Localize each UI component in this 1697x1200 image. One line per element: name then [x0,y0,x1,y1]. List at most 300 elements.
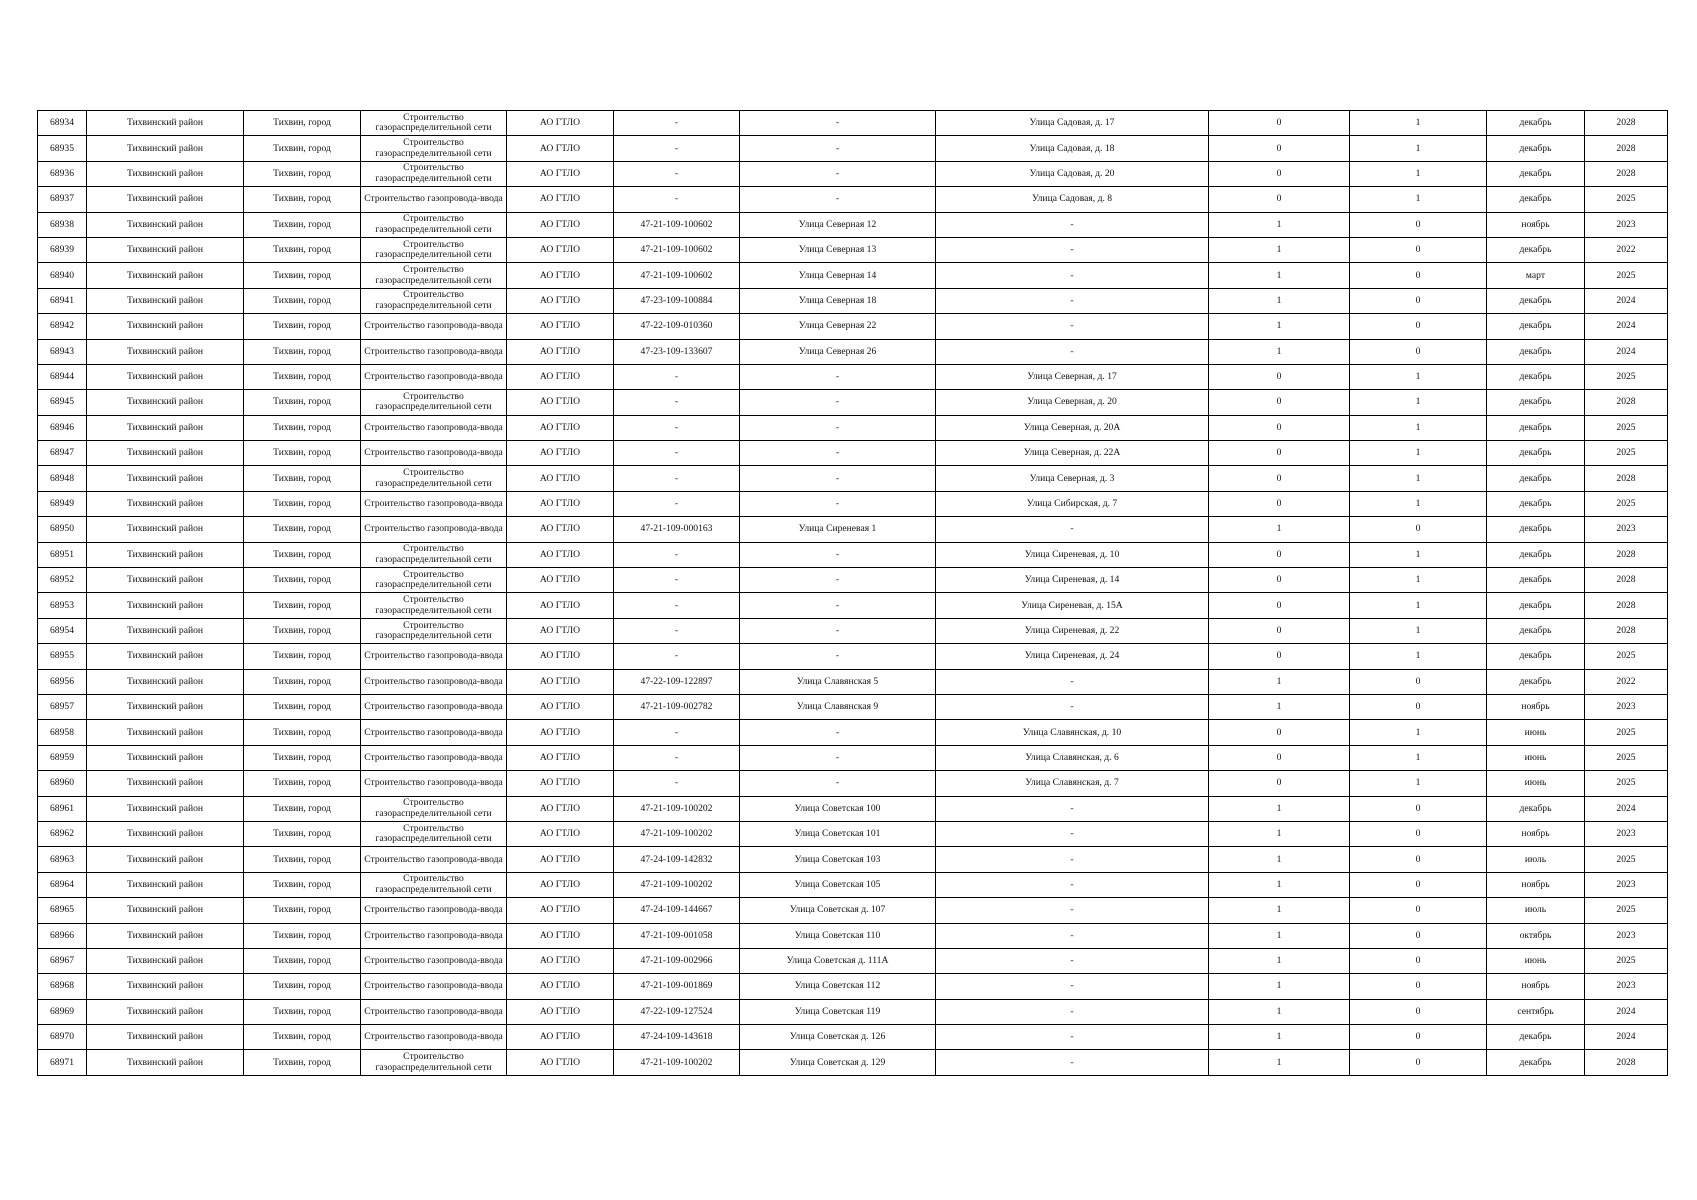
cell-count-existing: 1 [1209,212,1350,237]
cell-month: декабрь [1487,187,1585,212]
cell-address-planned: Улица Северная, д. 20 [936,390,1209,415]
cell-work-type: Строительство газопровода-ввода [361,669,507,694]
cell-count-planned: 0 [1350,898,1487,923]
cell-address-existing: Улица Советская 101 [740,821,936,846]
cell-settlement: Тихвин, город [244,161,361,186]
cell-count-planned: 1 [1350,415,1487,440]
cell-month: декабрь [1487,568,1585,593]
cell-count-planned: 1 [1350,364,1487,389]
cell-settlement: Тихвин, город [244,415,361,440]
cell-district: Тихвинский район [87,999,244,1024]
cell-count-existing: 1 [1209,1025,1350,1050]
cell-count-existing: 1 [1209,999,1350,1024]
cell-count-existing: 0 [1209,466,1350,491]
cell-count-existing: 0 [1209,542,1350,567]
cell-district: Тихвинский район [87,1050,244,1075]
cell-settlement: Тихвин, город [244,745,361,770]
cell-month: июль [1487,898,1585,923]
cell-count-existing: 1 [1209,1050,1350,1075]
cell-count-planned: 1 [1350,618,1487,643]
cell-district: Тихвинский район [87,491,244,516]
cell-object-code: - [614,720,740,745]
cell-settlement: Тихвин, город [244,923,361,948]
cell-count-planned: 1 [1350,644,1487,669]
cell-year: 2025 [1585,720,1668,745]
cell-settlement: Тихвин, город [244,390,361,415]
cell-organization: АО ГТЛО [507,364,614,389]
cell-work-type: Строительство газопровода-ввода [361,974,507,999]
cell-month: декабрь [1487,618,1585,643]
cell-district: Тихвинский район [87,669,244,694]
cell-organization: АО ГТЛО [507,161,614,186]
cell-row-number: 68935 [38,136,87,161]
cell-object-code: - [614,161,740,186]
cell-object-code: - [614,745,740,770]
cell-organization: АО ГТЛО [507,948,614,973]
cell-count-planned: 1 [1350,136,1487,161]
table-row [38,415,1668,440]
cell-settlement: Тихвин, город [244,618,361,643]
cell-address-planned: - [936,263,1209,288]
cell-settlement: Тихвин, город [244,212,361,237]
table-row [38,161,1668,186]
cell-row-number: 68955 [38,644,87,669]
cell-row-number: 68969 [38,999,87,1024]
cell-object-code: 47-24-109-143618 [614,1025,740,1050]
cell-count-planned: 0 [1350,847,1487,872]
cell-address-existing: Улица Славянская 5 [740,669,936,694]
cell-year: 2023 [1585,821,1668,846]
cell-year: 2025 [1585,948,1668,973]
cell-address-existing: Улица Северная 13 [740,237,936,262]
cell-year: 2025 [1585,847,1668,872]
cell-count-planned: 1 [1350,111,1487,136]
cell-address-existing: Улица Советская 110 [740,923,936,948]
cell-count-planned: 1 [1350,745,1487,770]
cell-row-number: 68958 [38,720,87,745]
cell-month: март [1487,263,1585,288]
cell-year: 2024 [1585,314,1668,339]
cell-row-number: 68936 [38,161,87,186]
cell-count-existing: 1 [1209,694,1350,719]
cell-district: Тихвинский район [87,948,244,973]
cell-address-planned: - [936,923,1209,948]
cell-month: июнь [1487,720,1585,745]
cell-month: ноябрь [1487,872,1585,897]
cell-work-type: Строительство газопровода-ввода [361,898,507,923]
cell-year: 2025 [1585,187,1668,212]
cell-year: 2025 [1585,364,1668,389]
cell-organization: АО ГТЛО [507,999,614,1024]
cell-object-code: 47-21-109-100602 [614,237,740,262]
cell-year: 2023 [1585,694,1668,719]
cell-month: ноябрь [1487,694,1585,719]
cell-work-type: Строительство газораспределительной сети [361,618,507,643]
cell-year: 2025 [1585,771,1668,796]
cell-organization: АО ГТЛО [507,593,614,618]
cell-district: Тихвинский район [87,466,244,491]
cell-year: 2023 [1585,517,1668,542]
cell-count-existing: 0 [1209,187,1350,212]
cell-address-planned: Улица Северная, д. 22А [936,441,1209,466]
cell-organization: АО ГТЛО [507,237,614,262]
cell-address-planned: - [936,847,1209,872]
cell-row-number: 68962 [38,821,87,846]
cell-organization: АО ГТЛО [507,847,614,872]
cell-organization: АО ГТЛО [507,644,614,669]
table-row [38,872,1668,897]
cell-district: Тихвинский район [87,568,244,593]
cell-address-existing: Улица Северная 26 [740,339,936,364]
cell-month: июнь [1487,948,1585,973]
cell-organization: АО ГТЛО [507,111,614,136]
cell-organization: АО ГТЛО [507,898,614,923]
cell-settlement: Тихвин, город [244,1025,361,1050]
cell-organization: АО ГТЛО [507,1025,614,1050]
cell-count-existing: 0 [1209,491,1350,516]
cell-work-type: Строительство газопровода-ввода [361,771,507,796]
cell-row-number: 68945 [38,390,87,415]
cell-district: Тихвинский район [87,161,244,186]
cell-organization: АО ГТЛО [507,441,614,466]
cell-object-code: - [614,644,740,669]
cell-district: Тихвинский район [87,821,244,846]
cell-work-type: Строительство газопровода-ввода [361,415,507,440]
cell-object-code: 47-22-109-127524 [614,999,740,1024]
cell-settlement: Тихвин, город [244,593,361,618]
table-row [38,517,1668,542]
cell-work-type: Строительство газораспределительной сети [361,872,507,897]
table-row [38,1050,1668,1075]
cell-row-number: 68941 [38,288,87,313]
cell-address-planned: Улица Северная, д. 3 [936,466,1209,491]
cell-organization: АО ГТЛО [507,568,614,593]
cell-month: декабрь [1487,161,1585,186]
cell-address-existing: Улица Советская 100 [740,796,936,821]
cell-address-planned: Улица Сибирская, д. 7 [936,491,1209,516]
table-row [38,390,1668,415]
cell-district: Тихвинский район [87,237,244,262]
cell-count-planned: 1 [1350,542,1487,567]
cell-year: 2023 [1585,872,1668,897]
cell-work-type: Строительство газопровода-ввода [361,847,507,872]
cell-object-code: 47-23-109-100884 [614,288,740,313]
cell-address-planned: - [936,999,1209,1024]
cell-month: ноябрь [1487,974,1585,999]
cell-work-type: Строительство газопровода-ввода [361,923,507,948]
cell-object-code: 47-23-109-133607 [614,339,740,364]
table-row [38,339,1668,364]
table-row [38,745,1668,770]
cell-row-number: 68963 [38,847,87,872]
cell-work-type: Строительство газопровода-ввода [361,187,507,212]
cell-settlement: Тихвин, город [244,466,361,491]
cell-address-planned: Улица Садовая, д. 17 [936,111,1209,136]
table-row [38,593,1668,618]
data-table [37,110,1668,1076]
table-row [38,821,1668,846]
cell-count-existing: 1 [1209,339,1350,364]
cell-work-type: Строительство газораспределительной сети [361,237,507,262]
cell-address-existing: Улица Советская 112 [740,974,936,999]
cell-count-existing: 0 [1209,745,1350,770]
cell-district: Тихвинский район [87,111,244,136]
cell-address-planned: - [936,669,1209,694]
cell-count-planned: 0 [1350,237,1487,262]
cell-work-type: Строительство газопровода-ввода [361,364,507,389]
cell-month: декабрь [1487,796,1585,821]
cell-settlement: Тихвин, город [244,263,361,288]
table-row [38,111,1668,136]
cell-work-type: Строительство газопровода-ввода [361,517,507,542]
cell-settlement: Тихвин, город [244,288,361,313]
cell-count-planned: 0 [1350,1050,1487,1075]
cell-count-planned: 0 [1350,796,1487,821]
cell-count-existing: 0 [1209,644,1350,669]
cell-organization: АО ГТЛО [507,466,614,491]
cell-address-existing: - [740,390,936,415]
table-row [38,491,1668,516]
cell-address-existing: - [740,441,936,466]
cell-count-existing: 1 [1209,821,1350,846]
table-row [38,974,1668,999]
cell-year: 2028 [1585,542,1668,567]
cell-month: ноябрь [1487,821,1585,846]
cell-count-planned: 1 [1350,390,1487,415]
cell-district: Тихвинский район [87,187,244,212]
cell-count-existing: 1 [1209,288,1350,313]
cell-year: 2025 [1585,263,1668,288]
cell-settlement: Тихвин, город [244,542,361,567]
cell-year: 2028 [1585,593,1668,618]
cell-address-existing: Улица Северная 12 [740,212,936,237]
cell-work-type: Строительство газораспределительной сети [361,1050,507,1075]
cell-year: 2024 [1585,999,1668,1024]
cell-settlement: Тихвин, город [244,491,361,516]
cell-month: декабрь [1487,542,1585,567]
table-row [38,466,1668,491]
cell-row-number: 68953 [38,593,87,618]
cell-count-existing: 1 [1209,314,1350,339]
cell-address-existing: Улица Советская д. 111А [740,948,936,973]
cell-year: 2022 [1585,237,1668,262]
cell-year: 2023 [1585,974,1668,999]
cell-address-planned: Улица Северная, д. 20А [936,415,1209,440]
cell-row-number: 68961 [38,796,87,821]
table-body [38,111,1668,1076]
cell-row-number: 68960 [38,771,87,796]
cell-month: декабрь [1487,1025,1585,1050]
cell-address-existing: - [740,593,936,618]
cell-organization: АО ГТЛО [507,923,614,948]
cell-organization: АО ГТЛО [507,415,614,440]
cell-district: Тихвинский район [87,923,244,948]
table-row [38,568,1668,593]
cell-count-existing: 1 [1209,263,1350,288]
cell-organization: АО ГТЛО [507,517,614,542]
cell-district: Тихвинский район [87,898,244,923]
table-row [38,923,1668,948]
cell-district: Тихвинский район [87,390,244,415]
cell-row-number: 68968 [38,974,87,999]
cell-district: Тихвинский район [87,872,244,897]
cell-organization: АО ГТЛО [507,796,614,821]
cell-organization: АО ГТЛО [507,288,614,313]
cell-settlement: Тихвин, город [244,720,361,745]
cell-settlement: Тихвин, город [244,771,361,796]
cell-settlement: Тихвин, город [244,796,361,821]
cell-address-planned: - [936,694,1209,719]
cell-object-code: - [614,111,740,136]
cell-object-code: 47-21-109-001869 [614,974,740,999]
cell-district: Тихвинский район [87,1025,244,1050]
cell-month: декабрь [1487,237,1585,262]
cell-organization: АО ГТЛО [507,618,614,643]
cell-district: Тихвинский район [87,644,244,669]
cell-object-code: 47-21-109-100602 [614,212,740,237]
cell-work-type: Строительство газораспределительной сети [361,821,507,846]
cell-year: 2025 [1585,898,1668,923]
cell-count-planned: 1 [1350,491,1487,516]
cell-year: 2023 [1585,923,1668,948]
cell-address-existing: Улица Советская 105 [740,872,936,897]
cell-count-planned: 0 [1350,339,1487,364]
cell-row-number: 68948 [38,466,87,491]
cell-work-type: Строительство газораспределительной сети [361,111,507,136]
cell-object-code: 47-21-109-100202 [614,872,740,897]
cell-organization: АО ГТЛО [507,669,614,694]
cell-row-number: 68938 [38,212,87,237]
cell-row-number: 68950 [38,517,87,542]
cell-settlement: Тихвин, город [244,644,361,669]
cell-address-existing: - [740,745,936,770]
cell-row-number: 68940 [38,263,87,288]
cell-count-existing: 1 [1209,974,1350,999]
cell-address-planned: Улица Садовая, д. 20 [936,161,1209,186]
cell-count-existing: 0 [1209,720,1350,745]
cell-work-type: Строительство газораспределительной сети [361,542,507,567]
cell-address-planned: - [936,948,1209,973]
cell-count-existing: 0 [1209,364,1350,389]
cell-object-code: 47-21-109-100602 [614,263,740,288]
cell-address-existing: Улица Советская д. 126 [740,1025,936,1050]
cell-year: 2022 [1585,669,1668,694]
cell-organization: АО ГТЛО [507,542,614,567]
table-row [38,441,1668,466]
cell-settlement: Тихвин, город [244,568,361,593]
cell-year: 2028 [1585,161,1668,186]
cell-count-planned: 0 [1350,872,1487,897]
cell-year: 2028 [1585,390,1668,415]
cell-work-type: Строительство газопровода-ввода [361,999,507,1024]
cell-settlement: Тихвин, город [244,237,361,262]
cell-address-planned: - [936,1050,1209,1075]
cell-work-type: Строительство газораспределительной сети [361,161,507,186]
cell-object-code: 47-21-109-100202 [614,796,740,821]
cell-object-code: - [614,618,740,643]
cell-work-type: Строительство газопровода-ввода [361,694,507,719]
cell-count-planned: 0 [1350,821,1487,846]
cell-address-planned: Улица Славянская, д. 10 [936,720,1209,745]
cell-row-number: 68966 [38,923,87,948]
cell-object-code: - [614,466,740,491]
cell-count-planned: 0 [1350,694,1487,719]
cell-work-type: Строительство газораспределительной сети [361,263,507,288]
cell-address-planned: - [936,872,1209,897]
cell-organization: АО ГТЛО [507,263,614,288]
cell-row-number: 68939 [38,237,87,262]
cell-address-planned: Улица Северная, д. 17 [936,364,1209,389]
cell-count-existing: 0 [1209,415,1350,440]
cell-object-code: 47-21-109-000163 [614,517,740,542]
cell-month: декабрь [1487,593,1585,618]
cell-object-code: 47-22-109-010360 [614,314,740,339]
cell-count-planned: 0 [1350,669,1487,694]
cell-address-planned: Улица Славянская, д. 7 [936,771,1209,796]
cell-work-type: Строительство газопровода-ввода [361,1025,507,1050]
cell-year: 2024 [1585,288,1668,313]
cell-count-planned: 0 [1350,314,1487,339]
table-row [38,644,1668,669]
cell-year: 2028 [1585,568,1668,593]
cell-row-number: 68970 [38,1025,87,1050]
cell-count-existing: 0 [1209,441,1350,466]
cell-year: 2025 [1585,745,1668,770]
table-row [38,288,1668,313]
cell-count-planned: 0 [1350,948,1487,973]
cell-district: Тихвинский район [87,974,244,999]
table-row [38,618,1668,643]
cell-address-existing: Улица Советская 119 [740,999,936,1024]
cell-work-type: Строительство газораспределительной сети [361,212,507,237]
cell-month: июль [1487,847,1585,872]
cell-count-existing: 1 [1209,948,1350,973]
cell-count-existing: 1 [1209,669,1350,694]
cell-month: декабрь [1487,111,1585,136]
cell-address-existing: - [740,568,936,593]
cell-work-type: Строительство газопровода-ввода [361,745,507,770]
table-row [38,237,1668,262]
cell-year: 2024 [1585,1025,1668,1050]
cell-district: Тихвинский район [87,441,244,466]
table-row [38,847,1668,872]
cell-address-planned: Улица Сиреневая, д. 22 [936,618,1209,643]
cell-count-planned: 1 [1350,466,1487,491]
cell-address-planned: - [936,517,1209,542]
cell-count-planned: 0 [1350,517,1487,542]
cell-address-existing: Улица Сиреневая 1 [740,517,936,542]
cell-count-existing: 1 [1209,847,1350,872]
cell-object-code: - [614,364,740,389]
cell-object-code: - [614,415,740,440]
cell-work-type: Строительство газораспределительной сети [361,466,507,491]
cell-year: 2028 [1585,618,1668,643]
cell-settlement: Тихвин, город [244,974,361,999]
table-row [38,263,1668,288]
cell-address-existing: Улица Славянская 9 [740,694,936,719]
cell-year: 2025 [1585,491,1668,516]
cell-count-planned: 0 [1350,212,1487,237]
cell-address-planned: Улица Садовая, д. 8 [936,187,1209,212]
cell-count-existing: 0 [1209,136,1350,161]
cell-settlement: Тихвин, город [244,821,361,846]
cell-count-planned: 1 [1350,771,1487,796]
cell-object-code: 47-24-109-142832 [614,847,740,872]
cell-district: Тихвинский район [87,136,244,161]
cell-month: декабрь [1487,390,1585,415]
cell-organization: АО ГТЛО [507,1050,614,1075]
cell-organization: АО ГТЛО [507,491,614,516]
